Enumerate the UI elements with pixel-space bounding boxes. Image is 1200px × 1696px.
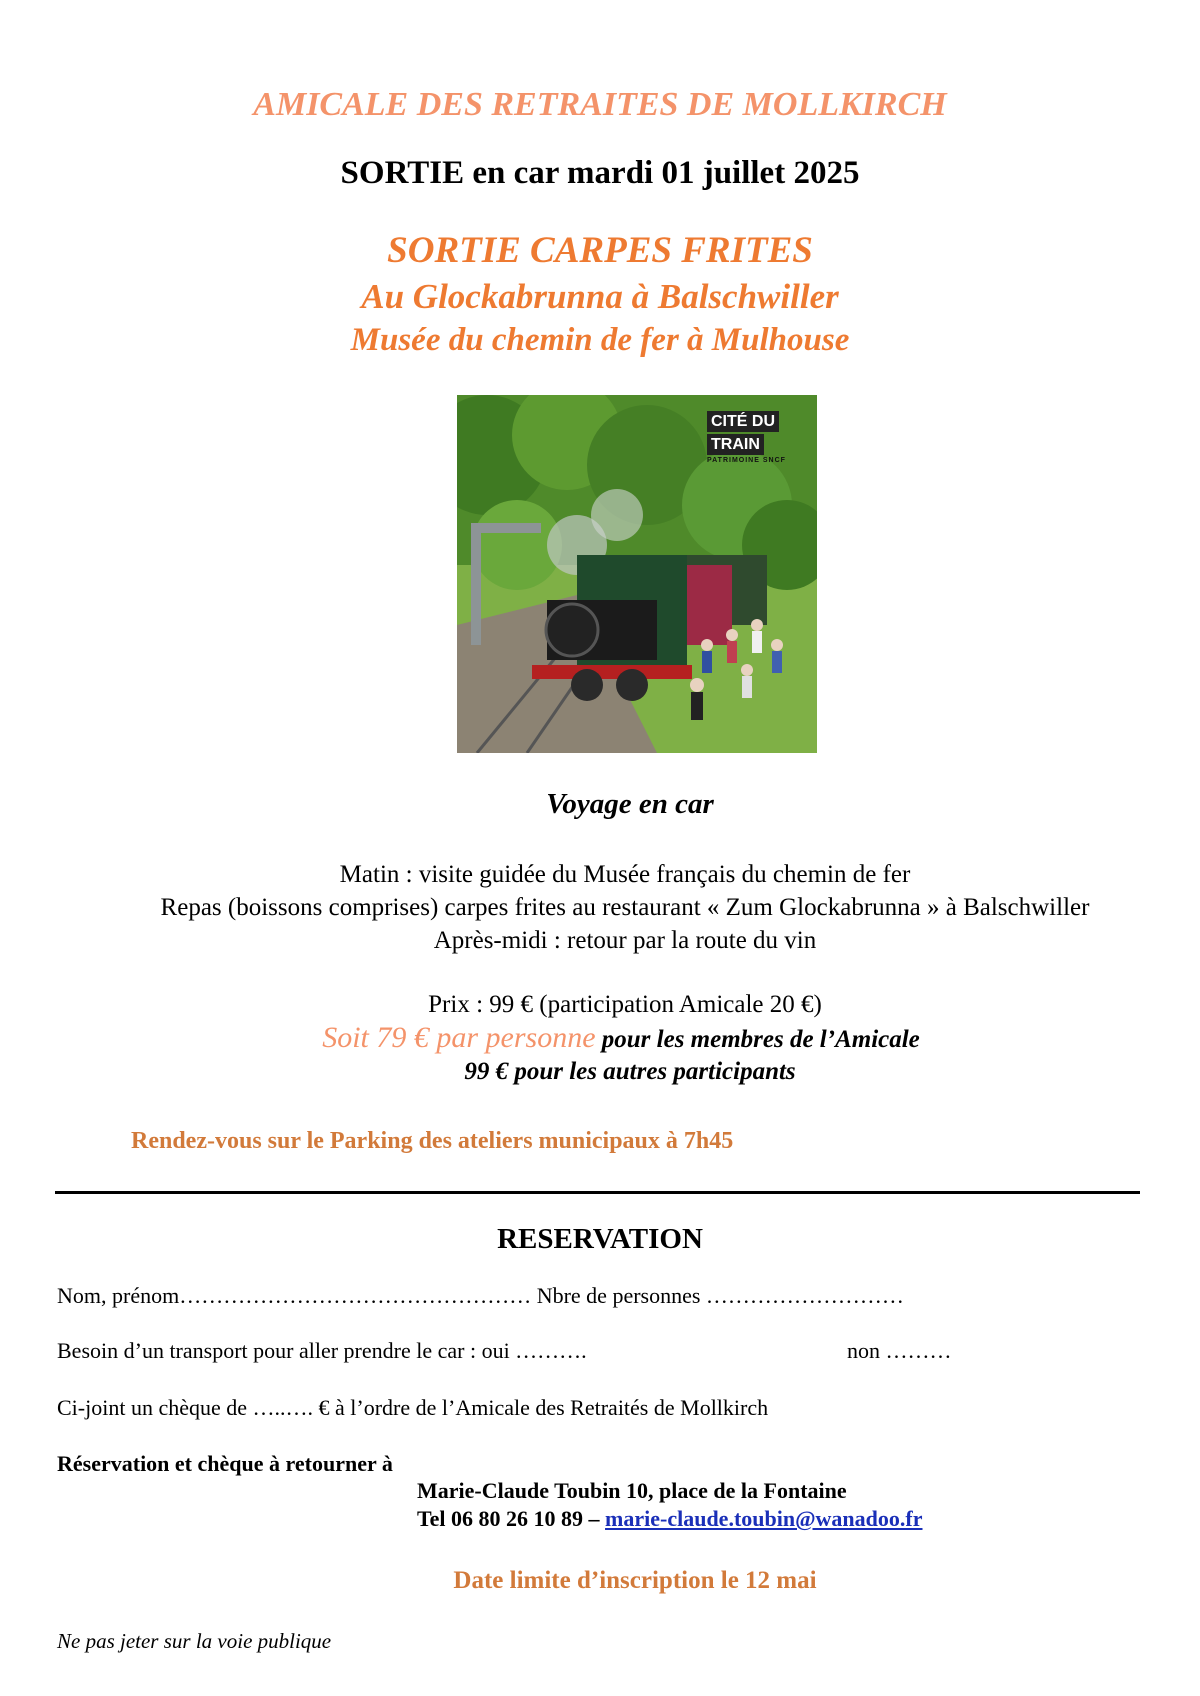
program-afternoon: Après-midi : retour par la route du vin	[433, 927, 817, 954]
meeting-point: Rendez-vous sur le Parking des ateliers municipaux à 7h45	[131, 1128, 734, 1154]
price-line: Prix : 99 € (participation Amicale 20 €)	[428, 991, 822, 1018]
event-date-line: SORTIE en car mardi 01 juillet 2025	[340, 155, 860, 191]
event-title: SORTIE CARPES FRITES	[387, 230, 813, 271]
transport-non: non ………	[847, 1338, 952, 1363]
name-field-line: Nom, prénom………………………………………… Nbre de personnes ………………………	[57, 1283, 904, 1308]
reservation-heading: RESERVATION	[497, 1223, 703, 1255]
footer-note: Ne pas jeter sur la voie publique	[57, 1629, 332, 1653]
museum-line: Musée du chemin de fer à Mulhouse	[350, 322, 850, 358]
train-photo	[457, 395, 817, 753]
email-link[interactable]: marie-claude.toubin@wanadoo.fr	[605, 1506, 923, 1531]
transport-label: Besoin d’un transport pour aller prendre le car : oui ……….	[57, 1338, 587, 1363]
transport-line	[57, 1338, 952, 1364]
divider	[55, 1191, 1140, 1194]
cite-du-train-logo: CITÉ DU TRAIN PATRIMOINE SNCF	[707, 413, 786, 464]
return-address: Marie-Claude Toubin 10, place de la Fontaine	[417, 1478, 847, 1503]
contact-line	[417, 1506, 923, 1532]
restaurant-line: Au Glockabrunna à Balschwiller	[361, 277, 839, 316]
cheque-line: Ci-joint un chèque de …..…. € à l’ordre de l’Amicale des Retraités de Mollkirch	[57, 1395, 769, 1420]
members-price-line	[0, 1021, 1200, 1055]
organization-title: AMICALE DES RETRAITES DE MOLLKIRCH	[253, 86, 947, 123]
members-suffix: pour les membres de l’Amicale	[595, 1026, 920, 1053]
members-price: Soit 79 € par personne	[322, 1021, 596, 1054]
registration-deadline: Date limite d’inscription le 12 mai	[453, 1567, 817, 1594]
program-lunch: Repas (boissons comprises) carpes frites au restaurant « Zum Glockabrunna » à Balschwiller	[160, 894, 1090, 921]
return-label: Réservation et chèque à retourner à	[57, 1451, 393, 1476]
program-morning: Matin : visite guidée du Musée français du chemin de fer	[339, 861, 911, 888]
telephone: Tel 06 80 26 10 89 –	[417, 1506, 606, 1531]
trip-subtitle: Voyage en car	[546, 788, 714, 820]
others-price: 99 € pour les autres participants	[464, 1058, 796, 1085]
